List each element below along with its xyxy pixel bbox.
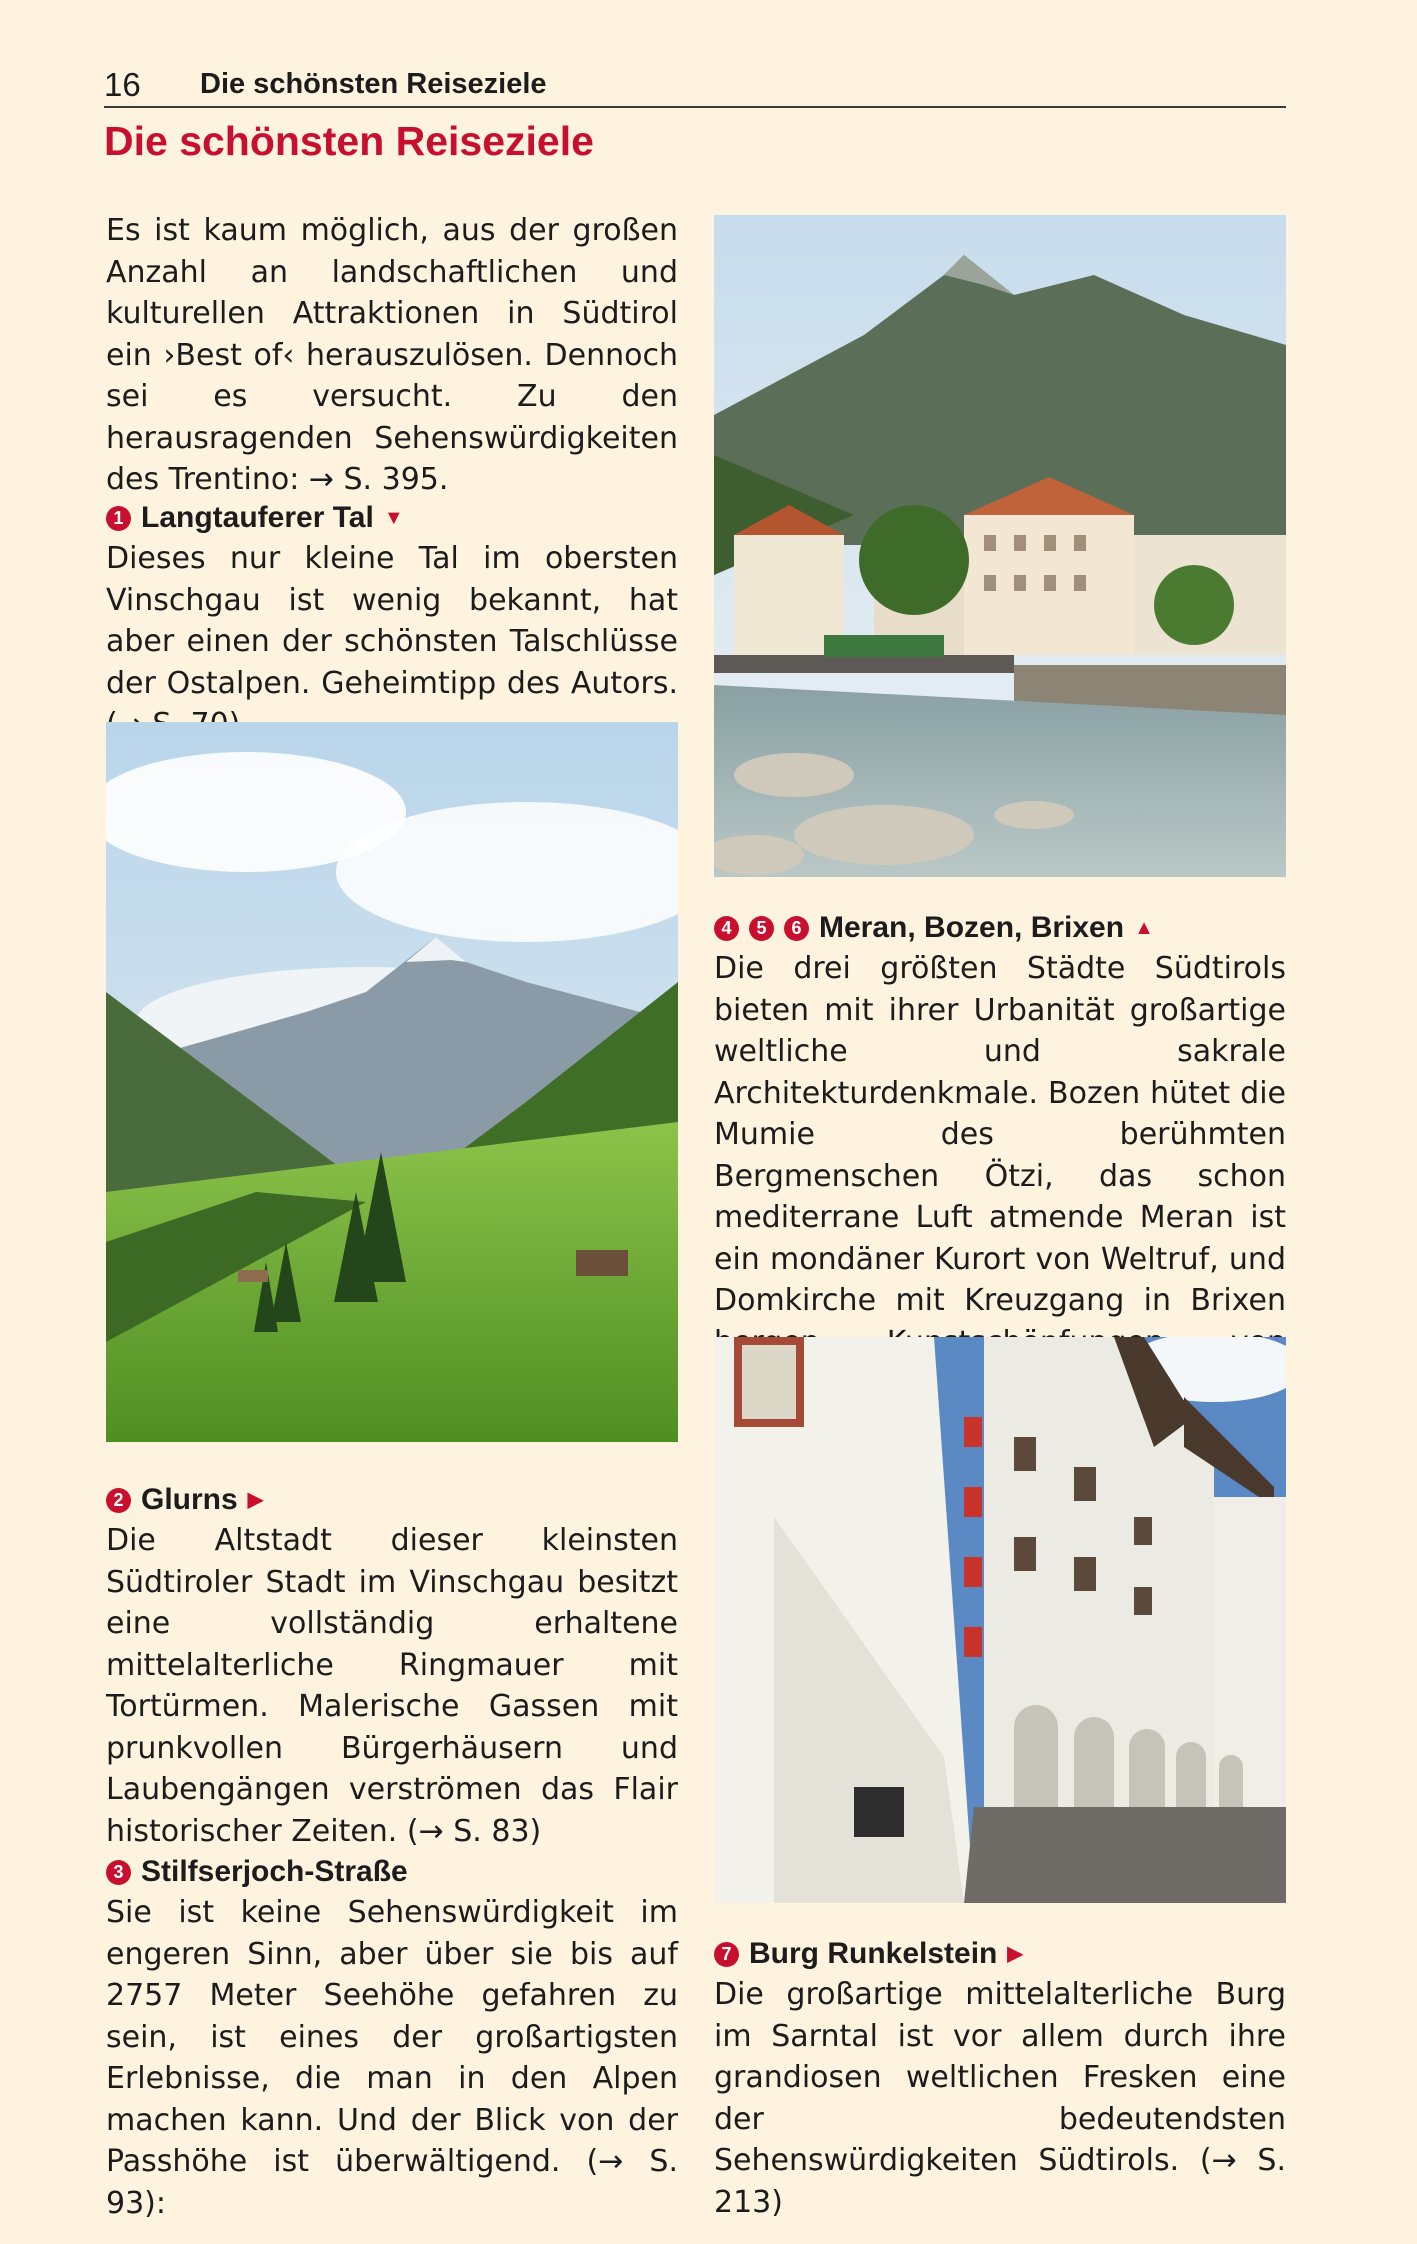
- running-header: [104, 66, 1286, 108]
- item-heading: [106, 1852, 678, 1892]
- item-heading: [714, 908, 1286, 948]
- page-number: 16: [104, 66, 141, 103]
- item-heading: [106, 498, 678, 538]
- arrow-right-icon: ▶: [247, 1489, 264, 1511]
- item-stilfserjoch-strasse: [106, 1852, 678, 2224]
- arrow-up-icon: ▲: [1134, 917, 1154, 939]
- arrow-right-icon: ▶: [1007, 1943, 1023, 1965]
- item-title: Burg Runkelstein: [749, 1937, 998, 1970]
- item-glurns: [106, 1480, 678, 1852]
- item-text: Die großartige mittelalterliche Burg im Sarntal ist vor allem durch ihre grandiosen weltlichen Fresken eine der bedeutendsten Sehenswürdigkeiten Südtirols. (→ S. 213): [714, 1977, 1286, 2220]
- glurns-street-image: [714, 1337, 1286, 1903]
- item-text: Dieses nur kleine Tal im obersten Vinschgau ist wenig bekannt, hat aber einen der schönsten Talschlüsse der Ostalpen. Geheimtipp des Autors.: [106, 541, 678, 701]
- item-heading: [106, 1480, 678, 1520]
- item-number-badge: 1: [106, 506, 131, 531]
- item-heading: [714, 1934, 1286, 1974]
- intro-paragraph: [106, 210, 678, 501]
- page-title: Die schönsten Reiseziele: [104, 118, 594, 164]
- item-title: Meran, Bozen, Brixen: [819, 911, 1125, 944]
- item-title: Langtauferer Tal: [141, 501, 374, 534]
- item-number-badge: 7: [714, 1942, 739, 1967]
- item-title: Glurns: [141, 1483, 238, 1516]
- item-text: Die Altstadt dieser kleinsten Südtiroler Stadt im Vinschgau besitzt eine vollständig erhaltene mittelalterliche Ringmauer mit Tortürmen. Malerische Gassen mit prunkvollen Bürgerhäusern und Laubengängen verströmen das Flair historischer Zeiten. (→ S. 83): [106, 1523, 678, 1849]
- item-number-badge: 5: [749, 916, 774, 941]
- running-title: Die schönsten Reiseziele: [200, 68, 547, 100]
- item-langtauferer-tal: [106, 498, 678, 746]
- photo-meran: [714, 215, 1286, 877]
- photo-glurns: [714, 1337, 1286, 1903]
- item-number-badge: 4: [714, 916, 739, 941]
- intro-text: Es ist kaum möglich, aus der großen Anzahl an landschaftlichen und kulturellen Attraktionen in Südtirol ein ›Best of‹ herauszulösen. Dennoch sei es versucht. Zu den herausragenden Sehenswürdigkeiten des Trentino: → S. 395.: [106, 213, 678, 497]
- valley-landscape-image: [106, 722, 678, 1442]
- item-burg-runkelstein: [714, 1934, 1286, 2223]
- item-text: Die drei größten Städte Südtirols bieten mit ihrer Urbanität großartige weltliche und sakrale Architekturdenkmale. Bozen hütet die Mumie des berühmten Bergmenschen Ötzi, das schon mediterrane Luft atmende Meran ist ein mondäner Kurort von Weltruf, und Domkirche mit Kreuzgang in Brixen: [714, 951, 1286, 1318]
- meran-town-river-image: [714, 215, 1286, 877]
- item-number-badge: 3: [106, 1860, 131, 1885]
- photo-langtauferer-tal: [106, 722, 678, 1442]
- arrow-down-icon: ▼: [383, 507, 404, 529]
- item-title: Stilfserjoch-Straße: [141, 1855, 408, 1888]
- item-number-badge: 6: [784, 916, 809, 941]
- item-text: Sie ist keine Sehenswürdigkeit im engeren Sinn, aber über sie bis auf 2757 Meter Seehöhe gefahren zu sein, ist eines der großartigsten Erlebnisse, die man in den Alpen machen kann. Und der Blick von der Passhöhe ist überwältigend. (→ S. 93):: [106, 1895, 678, 2221]
- item-number-badge: 2: [106, 1488, 131, 1513]
